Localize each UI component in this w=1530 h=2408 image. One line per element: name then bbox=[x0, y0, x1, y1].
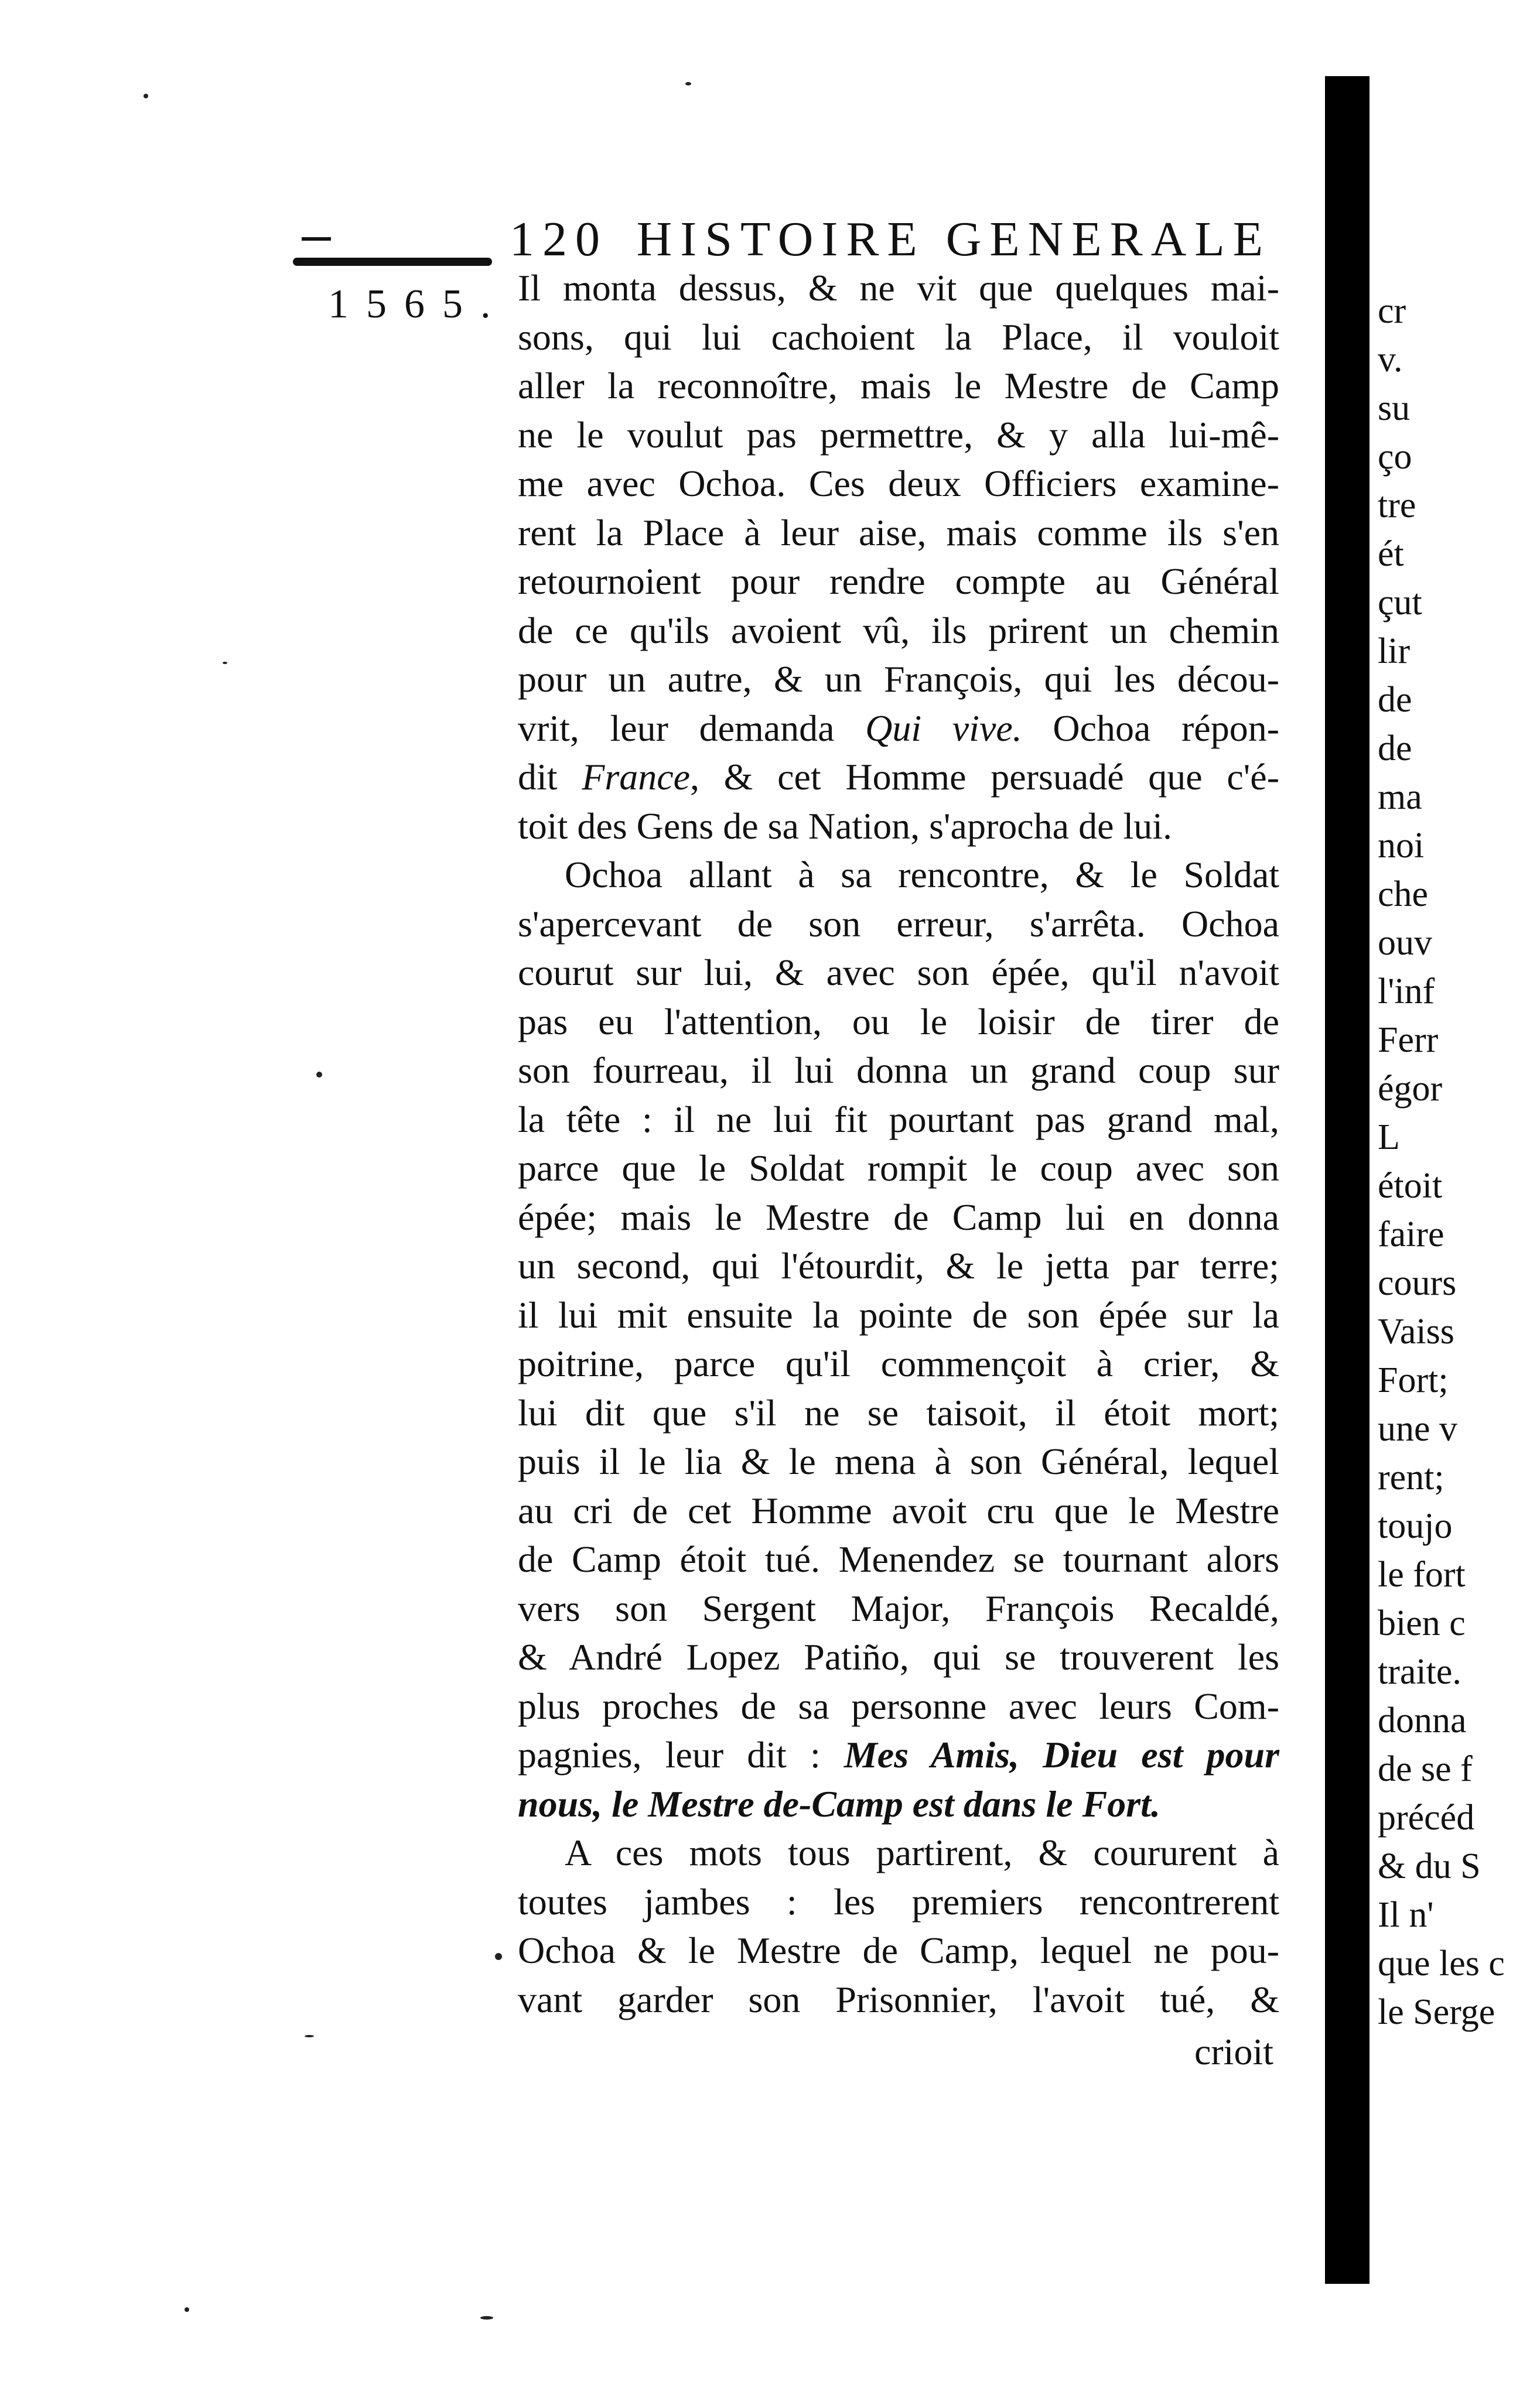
fragment: L bbox=[1378, 1117, 1400, 1157]
fragment: çut bbox=[1378, 583, 1422, 622]
ink-speck bbox=[223, 662, 227, 664]
fragment: ouv bbox=[1378, 923, 1432, 963]
text-line: vant garder son Prisonnier, l'avoit tué, & bbox=[518, 1978, 1279, 2020]
text-segment: dit bbox=[518, 756, 582, 798]
facing-page-fragments bbox=[1378, 287, 1530, 2037]
fragment: que les c bbox=[1378, 1944, 1505, 1983]
text-line-france bbox=[518, 752, 1279, 802]
text-line: de ce qu'ils avoient vû, ils prirent un chemin bbox=[518, 609, 1279, 651]
paragraph-end-line: toit des Gens de sa Nation, s'aprocha de lui. bbox=[518, 805, 1173, 847]
ink-speck bbox=[685, 82, 691, 85]
text-line: vers son Sergent Major, François Recaldé, bbox=[518, 1587, 1279, 1629]
text-line: poitrine, parce qu'il commençoit à crier, & bbox=[518, 1343, 1279, 1384]
italic-quote: Mes Amis, Dieu est pour bbox=[843, 1734, 1279, 1776]
fragment: ço bbox=[1378, 437, 1412, 477]
fragment: précéd bbox=[1378, 1798, 1475, 1838]
fragment: étoit bbox=[1378, 1166, 1443, 1206]
ink-speck bbox=[495, 1953, 502, 1960]
fragment: une v bbox=[1378, 1409, 1458, 1449]
text-line: parce que le Soldat rompit le coup avec son bbox=[518, 1147, 1279, 1189]
text-line: épée; mais le Mestre de Camp lui en donna bbox=[518, 1196, 1279, 1238]
page-number: 120 bbox=[510, 212, 608, 266]
paragraph-start-line: Ochoa allant à sa rencontre, & le Soldat bbox=[565, 854, 1279, 895]
text-line: pour un autre, & un François, qui les décou- bbox=[518, 658, 1279, 700]
catchword: crioit bbox=[1194, 2031, 1273, 2072]
paragraph-start-line: A ces mots tous partirent, & coururent à bbox=[565, 1832, 1279, 1873]
italic-quote: nous, le Mestre de-Camp est dans le Fort. bbox=[518, 1783, 1160, 1825]
fragment: Ferr bbox=[1378, 1020, 1439, 1060]
ink-speck bbox=[185, 2307, 189, 2312]
text-line: puis il le lia & le mena à son Général, lequel bbox=[518, 1441, 1279, 1482]
text-line: la tête : il ne lui fit pourtant pas grand mal, bbox=[518, 1098, 1279, 1140]
text-line: rent la Place à leur aise, mais comme ils s'en bbox=[518, 511, 1279, 553]
text-line: au cri de cet Homme avoit cru que le Mestre bbox=[518, 1489, 1279, 1531]
text-line: me avec Ochoa. Ces deux Officiers examine- bbox=[518, 463, 1279, 504]
fragment: tre bbox=[1378, 485, 1416, 525]
text-line: plus proches de sa personne avec leurs Com- bbox=[518, 1685, 1279, 1727]
fragment: de bbox=[1378, 680, 1412, 720]
marginal-year: 1565. bbox=[328, 282, 508, 327]
text-line: retournoient pour rendre compte au Général bbox=[518, 560, 1279, 602]
fragment: le Serge bbox=[1378, 1992, 1495, 2032]
fragment: rent; bbox=[1378, 1458, 1444, 1497]
main-text-block bbox=[518, 264, 1279, 2077]
fragment: faire bbox=[1378, 1215, 1444, 1254]
text-line: s'apercevant de son erreur, s'arrêta. Ochoa bbox=[518, 902, 1279, 945]
text-line: son fourreau, il lui donna un grand coup sur bbox=[518, 1049, 1279, 1091]
fragment: égor bbox=[1378, 1069, 1443, 1109]
text-line: Ochoa & le Mestre de Camp, lequel ne pou- bbox=[518, 1930, 1279, 1971]
fragment: che bbox=[1378, 874, 1429, 914]
fragment: l'inf bbox=[1378, 972, 1435, 1011]
ink-speck bbox=[305, 2035, 314, 2037]
ink-speck bbox=[144, 94, 148, 98]
text-line: de Camp étoit tué. Menendez se tournant alors bbox=[518, 1538, 1279, 1580]
fragment: Il n' bbox=[1378, 1895, 1434, 1935]
italic-word: France bbox=[582, 756, 691, 798]
text-segment: pagnies, leur dit : bbox=[518, 1734, 844, 1776]
fragment: donna bbox=[1378, 1701, 1467, 1740]
fragment: traite. bbox=[1378, 1652, 1461, 1692]
margin-dash bbox=[302, 237, 331, 241]
ink-speck bbox=[316, 1072, 322, 1078]
text-line-quote-end bbox=[518, 1780, 1279, 1829]
text-line: lui dit que s'il ne se taisoit, il étoit mort; bbox=[518, 1391, 1279, 1434]
fragment: toujo bbox=[1378, 1506, 1453, 1546]
fragment: ét bbox=[1378, 534, 1404, 574]
fragment: v. bbox=[1378, 340, 1403, 379]
fragment: cours bbox=[1378, 1263, 1457, 1303]
italic-phrase: Qui vive. bbox=[865, 707, 1022, 749]
fragment: Vaiss bbox=[1378, 1312, 1454, 1352]
text-line: Il monta dessus, & ne vit que quelques mai- bbox=[518, 267, 1279, 309]
text-line-qui-vive bbox=[518, 704, 1279, 753]
text-line: il lui mit ensuite la pointe de son épée sur la bbox=[518, 1294, 1279, 1336]
text-line: & André Lopez Patiño, qui se trouverent les bbox=[518, 1636, 1279, 1678]
text-segment: Ochoa répon- bbox=[1022, 707, 1279, 749]
fragment: & du S bbox=[1378, 1846, 1481, 1886]
fragment: lir bbox=[1378, 631, 1411, 671]
fragment: su bbox=[1378, 388, 1411, 428]
text-line-mes-amis bbox=[518, 1730, 1279, 1780]
text-line: un second, qui l'étourdit, & le jetta par terre; bbox=[518, 1245, 1279, 1287]
fragment: ma bbox=[1378, 777, 1422, 817]
text-line: courut sur lui, & avec son épée, qu'il n'avoit bbox=[518, 952, 1279, 993]
fragment: de se f bbox=[1378, 1749, 1473, 1789]
fragment: le fort bbox=[1378, 1555, 1466, 1595]
fragment: noi bbox=[1378, 826, 1425, 866]
running-head bbox=[510, 211, 1271, 268]
text-line: toutes jambes : les premiers rencontrerent bbox=[518, 1880, 1279, 1923]
text-line: aller la reconnoître, mais le Mestre de Camp bbox=[518, 365, 1279, 406]
text-line: ne le voulut pas permettre, & y alla lui-mê- bbox=[518, 413, 1279, 456]
binding-gutter bbox=[1325, 76, 1370, 2284]
text-line: sons, qui lui cachoient la Place, il vouloit bbox=[518, 316, 1279, 358]
ink-speck bbox=[480, 2316, 493, 2320]
fragment: Fort; bbox=[1378, 1360, 1449, 1400]
text-line: pas eu l'attention, ou le loisir de tirer de bbox=[518, 1000, 1279, 1042]
text-segment: , & cet Homme persuadé que c'é- bbox=[690, 756, 1280, 798]
marginal-rule bbox=[293, 258, 492, 266]
fragment: de bbox=[1378, 728, 1412, 768]
fragment: bien c bbox=[1378, 1603, 1466, 1643]
text-segment: vrit, leur demanda bbox=[518, 707, 866, 749]
running-title: HISTOIRE GENERALE bbox=[636, 212, 1271, 266]
fragment: cr bbox=[1378, 291, 1406, 331]
